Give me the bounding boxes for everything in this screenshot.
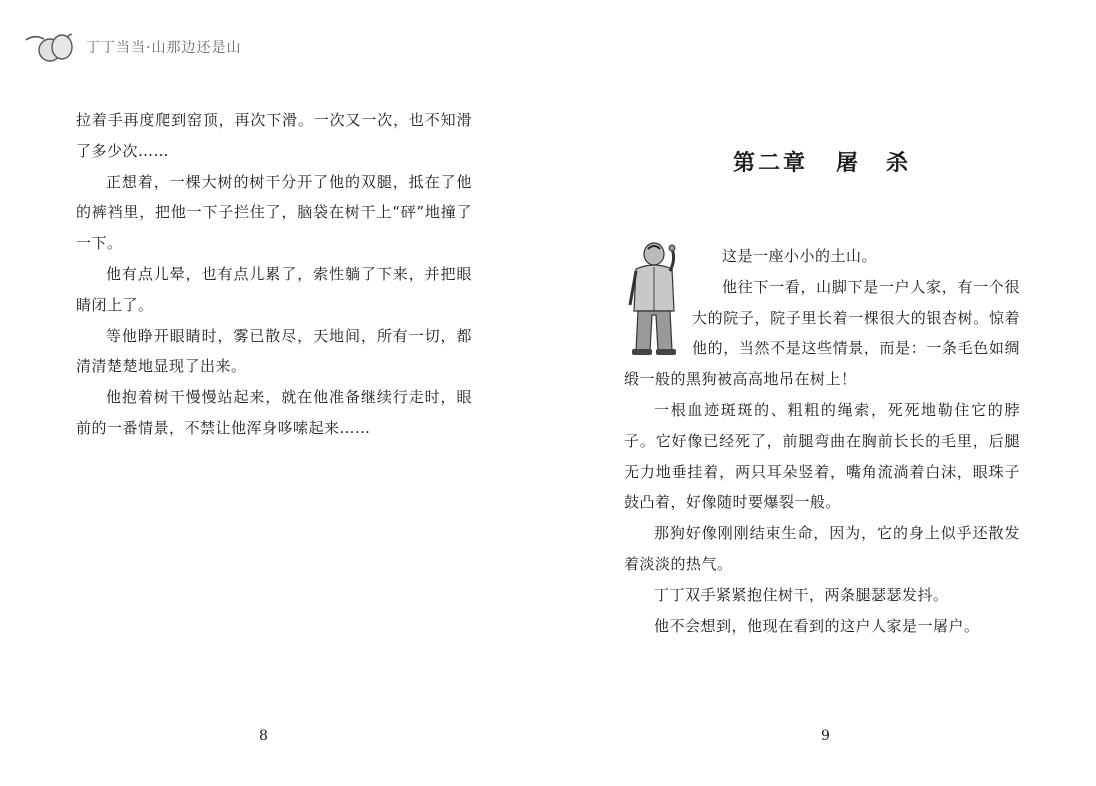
- paragraph: 一根血迹斑斑的、粗粗的绳索，死死地勒住它的脖子。它好像已经死了，前腿弯曲在胸前长长的毛里，后腿无力地垂挂着，两只耳朵竖着，嘴角流淌着白沫，眼珠子鼓凸着，好像随时要爆裂一般。: [624, 400, 1020, 512]
- page-number-left: 8: [259, 728, 268, 744]
- paragraph: 拉着手再度爬到窑顶，再次下滑。一次又一次，也不知滑了多少次……: [76, 111, 472, 160]
- paragraph: 他抱着树干慢慢站起来，就在他准备继续行走时，眼前的一番情景，不禁让他浑身哆嗦起来……: [76, 388, 472, 437]
- paragraph: 等他睁开眼睛时，雾已散尽，天地间，所有一切，都清清楚楚地显现了出来。: [76, 326, 472, 376]
- paragraph: 那狗好像刚刚结束生命，因为，它的身上似乎还散发着淡淡的热气。: [624, 524, 1020, 573]
- chapter-label: 第二章: [732, 150, 808, 176]
- gourd-logo-icon: [24, 30, 78, 64]
- series-title: 丁丁当当·山那边还是山: [86, 40, 242, 56]
- paragraph: 他往下一看，山脚下是一户人家，有一个很大的院子，院子里长着一棵很大的银杏树。惊着他的，当然不是这些情景，而是：一条毛色如绸缎一般的黑狗被高高地吊在树上！: [624, 277, 1020, 389]
- running-header: [24, 30, 284, 64]
- chapter-name: 屠 杀: [836, 150, 912, 176]
- chapter-title: [624, 145, 1020, 181]
- right-page-body: [624, 145, 1020, 641]
- man-illustration: [624, 239, 690, 359]
- paragraph: 正想着，一棵大树的树干分开了他的双腿，抵在了他的裤裆里，把他一下子拦住了，脑袋在树干上“砰”地撞了一下。: [76, 172, 472, 253]
- paragraph: 丁丁双手紧紧抱住树干，两条腿瑟瑟发抖。: [654, 585, 949, 604]
- paragraph: 他不会想到，他现在看到的这户人家是一屠户。: [654, 616, 980, 635]
- paragraph: 这是一座小小的土山。: [722, 247, 878, 265]
- paragraph: 他有点儿晕，也有点儿累了，索性躺了下来，并把眼睛闭上了。: [76, 264, 472, 314]
- left-page-body: [76, 105, 472, 444]
- page-number-right: 9: [821, 728, 830, 744]
